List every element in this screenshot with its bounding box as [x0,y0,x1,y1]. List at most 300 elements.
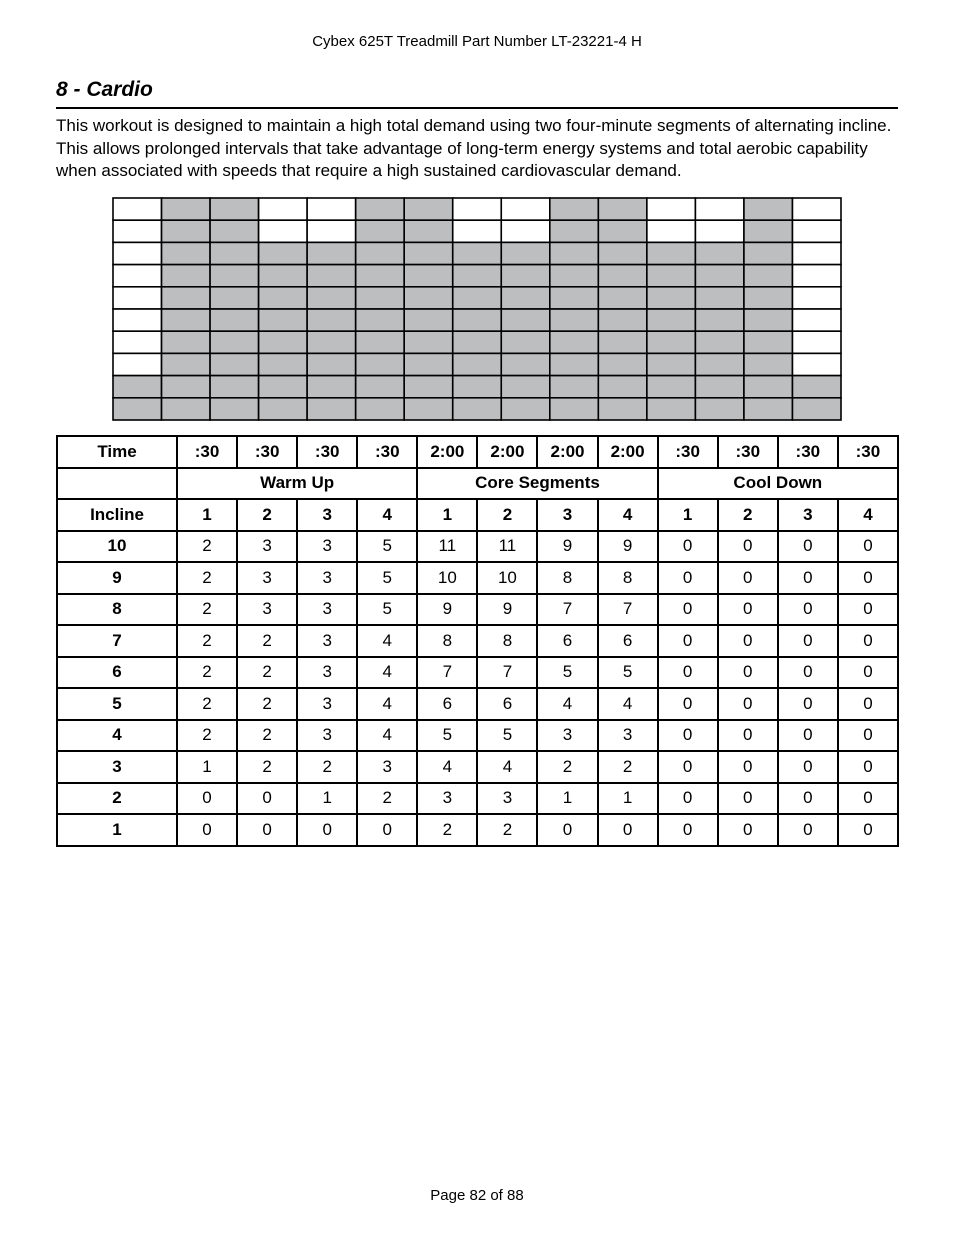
profile-cell [598,220,647,242]
incline-value-cell: 0 [838,783,898,815]
incline-value-cell: 10 [477,562,537,594]
profile-cell [792,242,841,264]
profile-cell [453,376,502,398]
profile-cell [744,198,793,220]
incline-value-cell: 0 [658,594,718,626]
profile-cell [210,331,259,353]
incline-value-cell: 4 [598,688,658,720]
profile-cell [792,287,841,309]
profile-cell [744,398,793,420]
time-cell: :30 [718,436,778,468]
incline-value-cell: 7 [598,594,658,626]
segment-number-cell: 4 [357,499,417,531]
profile-cell [210,309,259,331]
segment-number-cell: 4 [598,499,658,531]
incline-value-cell: 0 [598,814,658,846]
incline-value-cell: 0 [297,814,357,846]
incline-value-cell: 0 [838,657,898,689]
profile-cell [598,287,647,309]
profile-cell [647,198,696,220]
incline-value-cell: 6 [477,688,537,720]
incline-value-cell: 0 [658,783,718,815]
profile-cell [404,198,453,220]
profile-cell [792,331,841,353]
incline-value-cell: 0 [838,625,898,657]
profile-cell [356,220,405,242]
incline-value-cell: 0 [718,720,778,752]
phase-row [57,468,898,500]
profile-cell [404,353,453,375]
incline-value-cell: 3 [237,562,297,594]
profile-cell [792,220,841,242]
incline-value-cell: 1 [537,783,597,815]
profile-cell [744,287,793,309]
profile-cell [113,220,162,242]
incline-value-cell: 1 [297,783,357,815]
profile-cell [501,265,550,287]
incline-value-cell: 0 [537,814,597,846]
incline-value-cell: 1 [598,783,658,815]
profile-cell [259,198,308,220]
segment-number-cell: 4 [838,499,898,531]
profile-cell [501,198,550,220]
incline-value-cell: 3 [357,751,417,783]
incline-value-cell: 8 [417,625,477,657]
profile-cell [162,198,211,220]
incline-value-cell: 0 [838,531,898,563]
incline-value-cell: 0 [838,814,898,846]
incline-value-cell: 2 [237,688,297,720]
profile-cell [695,220,744,242]
segment-number-row [57,499,898,531]
profile-cell [792,353,841,375]
profile-cell [695,376,744,398]
profile-cell [356,331,405,353]
level-cell: 7 [57,625,177,657]
incline-value-cell: 0 [177,783,237,815]
incline-value-cell: 0 [778,688,838,720]
profile-cell [501,398,550,420]
profile-cell [453,353,502,375]
profile-cell [259,398,308,420]
profile-cell [453,198,502,220]
incline-value-cell: 2 [177,688,237,720]
level-cell: 9 [57,562,177,594]
level-cell: 2 [57,783,177,815]
incline-value-cell: 4 [357,688,417,720]
incline-value-cell: 2 [357,783,417,815]
incline-value-cell: 0 [718,783,778,815]
level-cell: 10 [57,531,177,563]
profile-cell [744,309,793,331]
incline-value-cell: 3 [237,594,297,626]
profile-cell [113,287,162,309]
profile-cell [356,376,405,398]
profile-cell [453,398,502,420]
incline-value-cell: 4 [537,688,597,720]
profile-cell [550,242,599,264]
incline-value-cell: 0 [838,562,898,594]
profile-cell [210,220,259,242]
profile-cell [259,287,308,309]
incline-value-cell: 2 [237,625,297,657]
incline-value-cell: 0 [237,783,297,815]
profile-cell [550,331,599,353]
workout-description: This workout is designed to maintain a high total demand using two four-minute segments of alternating incline. This allows prolonged intervals that take advantage of long-term energy systems and total aerobic capability when associated with speeds that require a high sustained cardiovascular demand. [56,116,892,180]
incline-value-cell: 0 [237,814,297,846]
table-row [57,657,898,689]
profile-cell [356,353,405,375]
profile-cell [598,309,647,331]
profile-cell [113,353,162,375]
profile-cell [162,265,211,287]
table-row [57,688,898,720]
profile-cell [647,242,696,264]
incline-value-cell: 0 [658,720,718,752]
incline-value-cell: 2 [477,814,537,846]
time-cell: :30 [357,436,417,468]
incline-value-cell: 0 [778,531,838,563]
incline-value-cell: 0 [658,814,718,846]
page-header: Cybex 625T Treadmill Part Number LT-23221-4 H [312,33,642,50]
profile-cell [307,198,356,220]
incline-value-cell: 6 [598,625,658,657]
profile-cell [647,353,696,375]
incline-value-cell: 0 [838,594,898,626]
incline-value-cell: 0 [718,562,778,594]
profile-cell [113,398,162,420]
incline-value-cell: 0 [658,657,718,689]
profile-cell [453,309,502,331]
level-cell: 8 [57,594,177,626]
profile-cell [744,265,793,287]
profile-cell [162,398,211,420]
profile-cell [113,331,162,353]
incline-profile-chart [112,197,842,421]
level-cell: 6 [57,657,177,689]
incline-value-cell: 0 [838,751,898,783]
incline-value-cell: 8 [537,562,597,594]
incline-value-cell: 0 [778,751,838,783]
profile-cell [695,398,744,420]
profile-cell [501,309,550,331]
profile-cell [453,242,502,264]
segment-number-cell: 1 [417,499,477,531]
time-cell: :30 [778,436,838,468]
profile-cell [550,309,599,331]
incline-label: Incline [57,499,177,531]
incline-value-cell: 3 [537,720,597,752]
profile-cell [695,265,744,287]
incline-value-cell: 3 [297,657,357,689]
incline-value-cell: 2 [237,720,297,752]
incline-value-cell: 0 [718,657,778,689]
profile-cell [647,398,696,420]
profile-cell [259,265,308,287]
profile-cell [598,198,647,220]
incline-value-cell: 4 [357,625,417,657]
incline-value-cell: 5 [417,720,477,752]
profile-cell [210,242,259,264]
time-cell: 2:00 [598,436,658,468]
incline-value-cell: 2 [537,751,597,783]
incline-value-cell: 5 [357,531,417,563]
profile-cell [307,265,356,287]
profile-cell [210,376,259,398]
time-cell: 2:00 [417,436,477,468]
time-label: Time [57,436,177,468]
incline-value-cell: 3 [297,720,357,752]
profile-cell [259,331,308,353]
profile-cell [453,265,502,287]
incline-value-cell: 2 [177,562,237,594]
table-row [57,562,898,594]
time-row [57,436,898,468]
profile-cell [550,353,599,375]
profile-cell [113,242,162,264]
incline-value-cell: 0 [778,594,838,626]
phase-label: Cool Down [658,468,898,500]
profile-cell [356,265,405,287]
profile-cell [259,353,308,375]
profile-cell [210,198,259,220]
incline-value-cell: 5 [598,657,658,689]
segment-number-cell: 3 [778,499,838,531]
profile-cell [598,265,647,287]
incline-value-cell: 3 [598,720,658,752]
profile-cell [744,220,793,242]
profile-cell [307,220,356,242]
segment-number-cell: 2 [718,499,778,531]
incline-value-cell: 7 [537,594,597,626]
incline-value-cell: 1 [177,751,237,783]
profile-cell [307,376,356,398]
level-cell: 4 [57,720,177,752]
incline-value-cell: 0 [718,688,778,720]
incline-value-cell: 0 [718,814,778,846]
profile-cell [113,198,162,220]
incline-value-cell: 10 [417,562,477,594]
incline-value-cell: 6 [417,688,477,720]
segment-number-cell: 1 [658,499,718,531]
table-row [57,531,898,563]
profile-cell [598,353,647,375]
incline-value-cell: 2 [177,720,237,752]
time-cell: :30 [237,436,297,468]
incline-value-cell: 0 [658,531,718,563]
incline-value-cell: 0 [778,720,838,752]
profile-cell [113,309,162,331]
profile-cell [404,376,453,398]
table-row [57,751,898,783]
time-cell: 2:00 [537,436,597,468]
profile-cell [501,353,550,375]
incline-value-cell: 2 [598,751,658,783]
segment-number-cell: 1 [177,499,237,531]
incline-value-cell: 0 [357,814,417,846]
page-footer: Page 82 of 88 [430,1187,524,1204]
profile-cell [695,331,744,353]
time-cell: :30 [658,436,718,468]
profile-cell [792,398,841,420]
profile-cell [404,242,453,264]
profile-cell [259,309,308,331]
incline-value-cell: 11 [417,531,477,563]
profile-cell [259,220,308,242]
profile-cell [356,398,405,420]
profile-cell [259,242,308,264]
segment-number-cell: 2 [477,499,537,531]
incline-value-cell: 0 [718,625,778,657]
segment-number-cell: 3 [297,499,357,531]
profile-cell [162,376,211,398]
incline-value-cell: 8 [477,625,537,657]
segment-number-cell: 2 [237,499,297,531]
incline-value-cell: 5 [537,657,597,689]
incline-value-cell: 2 [237,751,297,783]
profile-cell [162,309,211,331]
table-row [57,625,898,657]
profile-cell [453,220,502,242]
incline-value-cell: 3 [237,531,297,563]
profile-cell [307,287,356,309]
profile-cell [162,287,211,309]
incline-value-cell: 7 [417,657,477,689]
profile-cell [550,287,599,309]
profile-cell [695,198,744,220]
profile-cell [550,198,599,220]
incline-value-cell: 5 [477,720,537,752]
profile-cell [501,242,550,264]
profile-cell [598,398,647,420]
incline-value-cell: 9 [417,594,477,626]
incline-value-cell: 4 [417,751,477,783]
profile-cell [501,220,550,242]
profile-cell [307,242,356,264]
incline-value-cell: 0 [778,783,838,815]
incline-value-cell: 6 [537,625,597,657]
incline-value-cell: 0 [778,814,838,846]
profile-cell [792,265,841,287]
profile-cell [356,287,405,309]
profile-cell [792,198,841,220]
profile-cell [550,220,599,242]
profile-cell [307,309,356,331]
profile-cell [598,242,647,264]
incline-value-cell: 0 [778,562,838,594]
profile-cell [744,242,793,264]
incline-value-cell: 5 [357,562,417,594]
profile-cell [647,287,696,309]
incline-value-cell: 4 [357,720,417,752]
incline-value-cell: 9 [598,531,658,563]
profile-cell [162,220,211,242]
profile-cell [162,331,211,353]
incline-value-cell: 4 [357,657,417,689]
incline-value-cell: 11 [477,531,537,563]
profile-cell [453,287,502,309]
profile-cell [210,398,259,420]
profile-cell [695,309,744,331]
profile-cell [404,331,453,353]
title-divider [56,107,898,109]
incline-value-cell: 2 [177,657,237,689]
incline-value-cell: 0 [658,562,718,594]
profile-cell [404,287,453,309]
profile-cell [647,331,696,353]
incline-value-cell: 3 [297,562,357,594]
profile-cell [501,331,550,353]
profile-cell [550,376,599,398]
profile-cell [113,265,162,287]
incline-table [56,435,899,847]
incline-value-cell: 7 [477,657,537,689]
incline-value-cell: 2 [417,814,477,846]
profile-cell [307,353,356,375]
profile-cell [695,353,744,375]
incline-value-cell: 9 [537,531,597,563]
profile-cell [501,376,550,398]
incline-value-cell: 3 [417,783,477,815]
incline-value-cell: 0 [658,688,718,720]
incline-value-cell: 3 [297,688,357,720]
profile-cell [744,353,793,375]
incline-value-cell: 0 [658,751,718,783]
incline-value-cell: 0 [718,594,778,626]
profile-cell [210,353,259,375]
profile-cell [695,287,744,309]
profile-cell [647,220,696,242]
profile-cell [404,220,453,242]
incline-value-cell: 2 [297,751,357,783]
profile-cell [210,287,259,309]
profile-cell [356,198,405,220]
table-row [57,720,898,752]
incline-value-cell: 4 [477,751,537,783]
profile-cell [453,331,502,353]
profile-cell [792,309,841,331]
profile-cell [162,353,211,375]
incline-value-cell: 2 [237,657,297,689]
profile-cell [550,398,599,420]
incline-value-cell: 3 [297,625,357,657]
incline-value-cell: 5 [357,594,417,626]
profile-cell [404,398,453,420]
phase-label: Core Segments [417,468,657,500]
incline-value-cell: 0 [658,625,718,657]
incline-value-cell: 0 [718,531,778,563]
phase-label: Warm Up [177,468,417,500]
profile-cell [647,265,696,287]
incline-value-cell: 0 [778,657,838,689]
phase-blank-cell [57,468,177,500]
profile-cell [598,376,647,398]
level-cell: 1 [57,814,177,846]
profile-cell [356,309,405,331]
profile-cell [695,242,744,264]
incline-value-cell: 0 [718,751,778,783]
incline-value-cell: 3 [297,531,357,563]
incline-value-cell: 9 [477,594,537,626]
incline-value-cell: 3 [477,783,537,815]
level-cell: 5 [57,688,177,720]
profile-cell [356,242,405,264]
profile-cell [792,376,841,398]
profile-cell [744,376,793,398]
profile-cell [162,242,211,264]
time-cell: :30 [838,436,898,468]
profile-cell [259,376,308,398]
